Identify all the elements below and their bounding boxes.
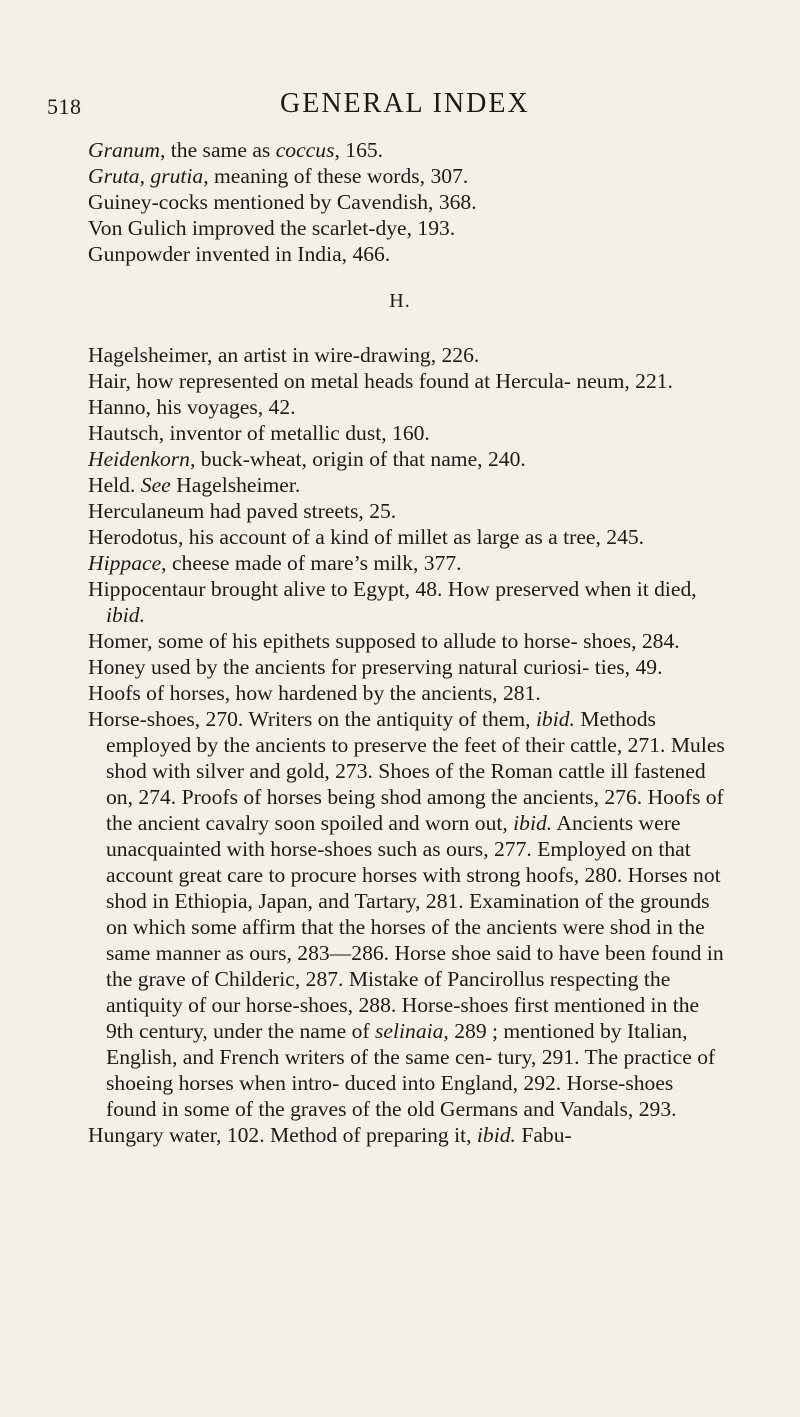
entry-text: Fabu- (515, 1123, 572, 1147)
running-head: GENERAL INDEX (280, 88, 530, 119)
entry-text: Ancients were unacquainted with horse-shoes such as ours, 277. Employed on that account great care to procure horses with strong hoofs, 280. Horses not shod in Ethiopia, Japan, and Tartary, 281. Examination of the grounds on which some affirm that the horses of the ancients were shod in the same manner as ours, 283—286. Horse shoe said to have been found in the grave of Childeric, 287. Mistake of Pancirollus respecting the antiquity of our horse-shoes, 288. Horse-shoes first mentioned in the 9th century, under the name of (106, 811, 724, 1043)
index-entry (88, 680, 728, 706)
index-entry (88, 394, 728, 420)
page-number: 518 (47, 94, 82, 119)
entry-text: , meaning of these words, 307. (203, 164, 469, 188)
italic-text: See (140, 473, 171, 497)
italic-text: Hippace (88, 551, 162, 575)
entry-text: Hanno, his voyages, 42. (88, 395, 296, 419)
index-entry (88, 215, 728, 241)
entry-text: Methods employed by the ancients to preserve the feet of their cattle, 271. Mules shod with silver and gold, 273. Shoes of the Roman cattle ill fastened on, 274. Proofs of horses being shod among the ancients, 276. Hoofs of the ancient cavalry soon spoiled and worn out, (106, 707, 725, 835)
index-entry (88, 368, 728, 394)
index-entry (88, 472, 728, 498)
index-entry (88, 628, 728, 654)
entry-text: Herodotus, his account of a kind of millet as large as a tree, 245. (88, 525, 645, 549)
page-header (40, 88, 760, 128)
entry-text: Homer, some of his epithets supposed to allude to horse- shoes, 284. (88, 629, 680, 653)
index-section-h (88, 342, 728, 1148)
entry-text: Herculaneum had paved streets, 25. (88, 499, 397, 523)
italic-text: grutia (150, 164, 204, 188)
entry-text: Held. (88, 473, 141, 497)
entry-text: Hair, how represented on metal heads found at Hercula- neum, 221. (88, 369, 673, 393)
entry-text: , the same as (159, 138, 276, 162)
entry-text: Von Gulich improved the scarlet-dye, 193. (88, 216, 456, 240)
index-entry (88, 420, 728, 446)
italic-text: ibid. (476, 1123, 516, 1147)
entry-text: , (139, 164, 151, 188)
italic-text: coccus (275, 138, 335, 162)
entry-text: Hoofs of horses, how hardened by the ancients, 281. (88, 681, 541, 705)
entry-text: Hagelsheimer, an artist in wire-drawing, 226. (88, 343, 480, 367)
entry-text: , buck-wheat, origin of that name, 240. (189, 447, 526, 471)
italic-text: ibid. (513, 811, 553, 835)
index-entry (88, 137, 728, 163)
italic-text: Heidenkorn (88, 447, 190, 471)
index-entry (88, 163, 728, 189)
index-entry (88, 1122, 728, 1148)
italic-text: ibid. (535, 707, 575, 731)
entry-text: Guiney-cocks mentioned by Cavendish, 368. (88, 190, 477, 214)
entry-text: Hautsch, inventor of metallic dust, 160. (88, 421, 430, 445)
index-entry (88, 241, 728, 267)
entry-text: , 165. (334, 138, 384, 162)
index-entry (88, 189, 728, 215)
index-entry (88, 576, 728, 628)
index-entry (88, 446, 728, 472)
index-entry (88, 706, 728, 1122)
entry-text: Gunpowder invented in India, 466. (88, 242, 391, 266)
entry-text: , cheese made of mare’s milk, 377. (161, 551, 462, 575)
index-entry (88, 342, 728, 368)
entry-text: Honey used by the ancients for preserving natural curiosi- ties, 49. (88, 655, 663, 679)
italic-text: Granum (88, 138, 160, 162)
section-letter-h: H. (389, 290, 411, 312)
italic-text: ibid. (106, 603, 145, 627)
entry-text: Hagelsheimer. (170, 473, 301, 497)
index-entry (88, 550, 728, 576)
index-section-g (88, 137, 728, 267)
entry-text: Hippocentaur brought alive to Egypt, 48. How preserved when it died, (88, 577, 697, 601)
italic-text: Gruta (88, 164, 140, 188)
index-entry (88, 498, 728, 524)
entry-text: Hungary water, 102. Method of preparing it, (88, 1123, 477, 1147)
index-entry (88, 524, 728, 550)
entry-text: , 289 ; mentioned by Italian, English, and French writers of the same cen- tury, 291. The practice of shoeing horses when intro- duced into England, 292. Horse-shoes found in some of the graves of the old Germans and Vandals, 293. (106, 1019, 716, 1121)
index-entry (88, 654, 728, 680)
italic-text: selinaia (375, 1019, 444, 1043)
entry-text: Horse-shoes, 270. Writers on the antiquity of them, (88, 707, 536, 731)
